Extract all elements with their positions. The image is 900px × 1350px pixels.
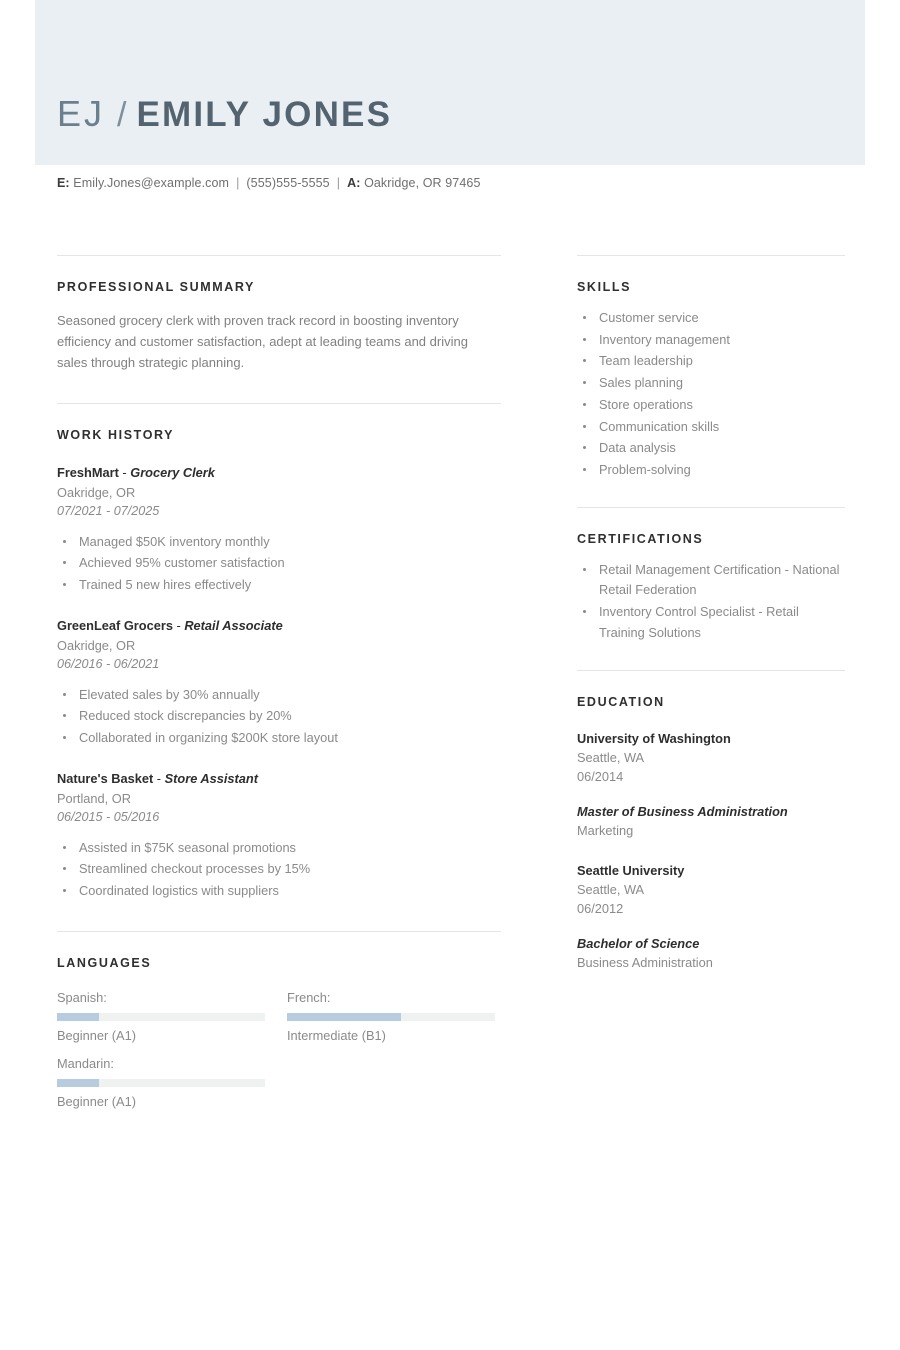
work-history-entry [57,617,501,748]
education-degree: Bachelor of Science [577,936,700,952]
divider-work-history [57,403,501,404]
language-proficiency-bar [57,1079,265,1087]
job-bullet-list [57,684,501,748]
certification-item: Retail Management Certification - National Retail Federation [577,560,845,601]
education-field: Marketing [577,823,634,839]
email-value[interactable]: Emily.Jones@example.com [73,176,230,190]
phone-value: (555)555-5555 [246,176,330,190]
job-bullet-list [57,837,501,901]
language-entry [57,1054,287,1120]
work-history-entry [57,770,501,901]
section-title-certifications: CERTIFICATIONS [577,531,704,546]
education-entry [577,729,845,841]
summary-text: Seasoned grocery clerk with proven track record in boosting inventory efficiency and customer satisfaction, adept at leading teams and driving sales through strategic planning. [57,313,468,371]
language-entry [57,988,287,1054]
section-title-summary: PROFESSIONAL SUMMARY [57,280,255,294]
language-level: Beginner (A1) [57,1027,136,1043]
language-proficiency-fill [287,1013,401,1021]
initials-monogram: EJ [57,93,106,134]
skills-list [577,308,845,481]
job-bullet-list [57,531,501,595]
language-proficiency-bar [287,1013,495,1021]
job-location: Oakridge, OR [57,637,136,653]
job-company: Nature's Basket [57,771,154,787]
divider-summary [57,255,501,256]
job-bullet: Assisted in $75K seasonal promotions [57,837,501,858]
skill-item: Communication skills [577,417,845,438]
language-entry [287,988,517,1054]
divider-skills [577,255,845,256]
education-date: 06/2012 [577,900,624,916]
education-school: University of Washington [577,730,731,746]
section-title-work-history: WORK HISTORY [57,428,175,443]
skill-item: Sales planning [577,373,845,394]
job-role: Store Assistant [164,771,259,787]
skill-item: Data analysis [577,438,845,459]
languages-grid [57,988,501,1120]
education-location: Seattle, WA [577,881,645,897]
job-bullet: Streamlined checkout processes by 15% [57,858,501,879]
contact-separator-2: | [336,176,341,190]
address-value: Oakridge, OR 97465 [364,176,481,190]
email-label: E: [57,176,70,190]
job-location: Oakridge, OR [57,484,136,500]
language-level: Beginner (A1) [57,1093,136,1109]
divider-certifications [577,507,845,508]
education-list [577,729,845,973]
divider-education [577,670,845,671]
section-title-education: EDUCATION [577,694,665,709]
full-name: EMILY JONES [136,95,393,134]
job-bullet: Managed $50K inventory monthly [57,531,501,552]
skill-item: Store operations [577,395,845,416]
job-bullet: Trained 5 new hires effectively [57,574,501,595]
language-name: Spanish: [57,990,107,1006]
section-title-skills: SKILLS [577,280,632,294]
divider-languages [57,931,501,932]
left-column [57,255,501,1120]
job-bullet: Coordinated logistics with suppliers [57,880,501,901]
job-location: Portland, OR [57,790,131,806]
certifications-list [577,560,845,644]
contact-line [57,176,481,190]
job-role: Retail Associate [184,618,283,634]
job-bullet: Elevated sales by 30% annually [57,684,501,705]
job-bullet: Collaborated in organizing $200K store layout [57,727,501,748]
education-field: Business Administration [577,955,713,971]
skill-item: Team leadership [577,351,845,372]
job-title-line [57,464,501,483]
job-dash: - [153,771,165,787]
job-title-line [57,770,501,789]
education-degree: Master of Business Administration [577,804,788,820]
job-company: GreenLeaf Grocers [57,618,173,634]
job-bullet: Achieved 95% customer satisfaction [57,552,501,573]
language-proficiency-fill [57,1079,99,1087]
skill-item: Problem-solving [577,460,845,481]
job-dates: 07/2021 - 07/2025 [57,503,160,518]
work-history-entry [57,464,501,595]
job-company: FreshMart [57,465,119,481]
job-role: Grocery Clerk [130,465,215,481]
education-school: Seattle University [577,862,685,878]
job-title-line [57,617,501,636]
language-proficiency-fill [57,1013,99,1021]
job-dates: 06/2016 - 06/2021 [57,656,160,671]
right-column [577,255,845,973]
name-heading [57,93,393,134]
language-level: Intermediate (B1) [287,1027,386,1043]
address-label: A: [347,176,361,190]
education-date: 06/2014 [577,769,624,784]
language-name: Mandarin: [57,1056,114,1072]
language-proficiency-bar [57,1013,265,1021]
skill-item: Inventory management [577,330,845,351]
work-history-list [57,464,501,901]
job-dates: 06/2015 - 05/2016 [57,810,160,825]
job-dash: - [172,618,185,634]
name-separator: / [117,96,127,134]
language-name: French: [287,990,331,1006]
contact-separator-1: | [236,176,240,190]
education-entry [577,861,845,973]
section-title-languages: LANGUAGES [57,956,152,971]
certification-item: Inventory Control Specialist - Retail Training Solutions [577,602,845,643]
job-dash: - [118,465,131,481]
education-location: Seattle, WA [577,749,645,765]
header-band [35,0,865,165]
job-bullet: Reduced stock discrepancies by 20% [57,705,501,726]
skill-item: Customer service [577,308,845,329]
